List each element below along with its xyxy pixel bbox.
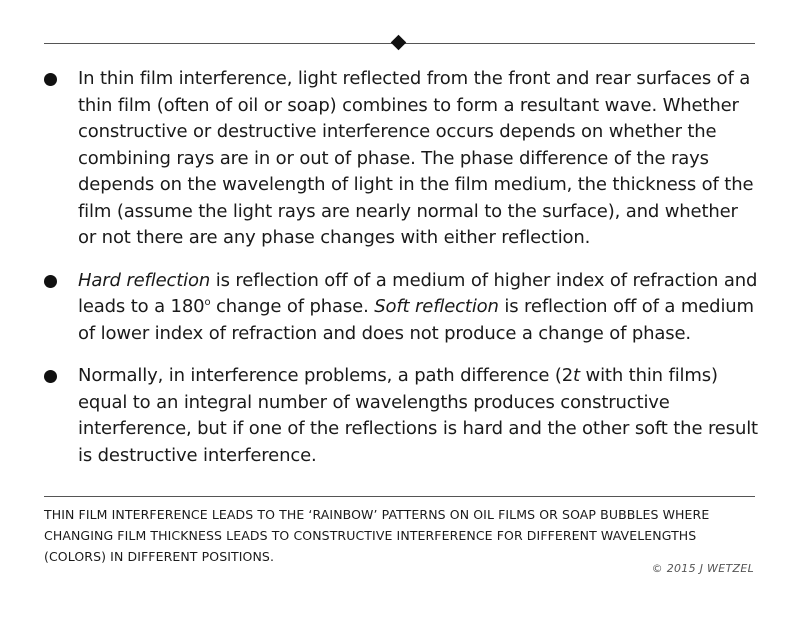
bullet-text-part: is reflection off of a medium of lower index of refraction and does not produce a change of phase.: [78, 296, 754, 344]
degree-superscript: o: [204, 297, 211, 308]
bottom-divider: [44, 496, 755, 497]
term-soft-reflection: Soft reflection: [374, 296, 499, 317]
bullet-text-part: Normally, in interference problems, a path difference (2: [78, 365, 574, 386]
diamond-ornament-icon: [391, 35, 407, 51]
bullet-text: [78, 268, 760, 348]
bullet-text-part: change of phase.: [210, 296, 375, 317]
bullet-text-part: is reflection off of a medium of higher index of refraction and leads to a 180: [78, 269, 758, 317]
bullet-text: [78, 363, 760, 469]
bullet-text-part: with thin films) equal to an integral number of wavelengths produces constructive interference, but if one of the reflections is hard and the other soft the result is destructive interference.: [78, 365, 758, 466]
bullet-dot-icon: [44, 370, 57, 383]
term-hard-reflection: Hard reflection: [78, 269, 211, 291]
bullet-item: [44, 268, 760, 348]
bullet-text-part: In thin film interference, light reflected from the front and rear surfaces of a thin film (often of oil or soap) combines to form a resultant wave. Whether constructive or destructive interference occurs depends on whether the combining rays are in or out of phase. The phase difference of the rays depends on the wavelength of light in the film medium, the thickness of the film (assume the light rays are nearly normal to the surface), and whether or not there are any phase changes with either reflection.: [78, 68, 754, 248]
bullet-list: [44, 66, 760, 485]
thickness-variable: t: [573, 365, 580, 386]
bullet-item: [44, 66, 760, 252]
footnote: THIN FILM INTERFERENCE LEADS TO THE ‘RAINBOW’ PATTERNS ON OIL FILMS OR SOAP BUBBLES WHERE CHANGING FILM THICKNESS LEADS TO CONSTRUCTIVE INTERFERENCE FOR DIFFERENT WAVELENGTHS (COLORS) IN DIFFERENT POSITIONS.: [44, 507, 710, 564]
bullet-text: [78, 66, 760, 252]
copyright-notice: © 2015 J WETZEL: [651, 562, 754, 575]
bullet-item: [44, 363, 760, 469]
bullet-dot-icon: [44, 275, 57, 288]
bullet-dot-icon: [44, 73, 57, 86]
